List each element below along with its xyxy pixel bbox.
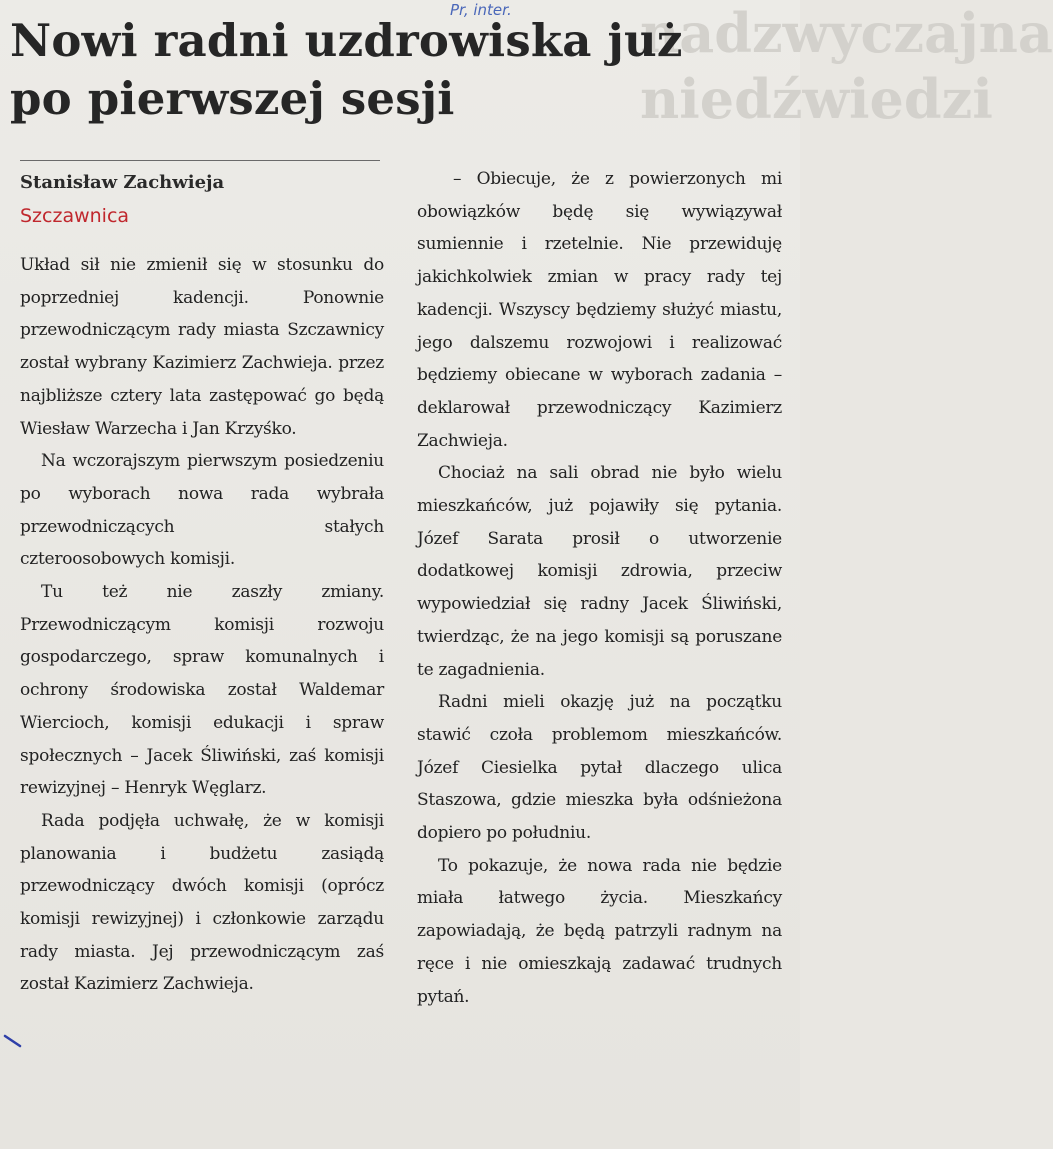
paragraph: – Obiecuje, że z powierzonych mi obowiązków będę się wywiązywał sumiennie i rzetelnie. Nie przewiduję jakichkolwiek zmian w pracy rady tej kadencji. Wszyscy będziemy służyć miastu, jego dalszemu rozwojowi i realizować będziemy obiecane w wyborach zadania – deklarował przewodniczący Kazimierz Zachwieja. bbox=[417, 169, 782, 451]
article-location: Szczawnica bbox=[20, 205, 130, 227]
paragraph: Na wczorajszym pierwszym posiedzeniu po wyborach nowa rada wybrała przewodniczących stałych czteroosobowych komisji. bbox=[20, 451, 384, 570]
paragraph: To pokazuje, że nowa rada nie będzie miała łatwego życia. Mieszkańcy zapowiadają, że będą patrzyli radnym na ręce i nie omieszkają zadawać trudnych pytań. bbox=[417, 855, 782, 1007]
paragraph: Rada podjęła uchwałę, że w komisji planowania i budżetu zasiądą przewodniczący dwóch komisji (oprócz komisji rewizyjnej) i członkowie zarządu rady miasta. Jej przewodniczącym zaś został Kazimierz Zachwieja. bbox=[20, 810, 384, 995]
paragraph: Chociaż na sali obrad nie było wielu mieszkańców, już pojawiły się pytania. Józef Sarata prosił o utworzenie dodatkowej komisji zdrowia, przeciw wypowiedział się radny Jacek Śliwiński, twierdząc, że na jego komisji są poruszane te zagadnienia. bbox=[417, 463, 782, 680]
paragraph: Układ sił nie zmienił się w stosunku do poprzedniej kadencji. Ponownie przewodniczącym rady miasta Szczawnicy został wybrany Kazimierz Zachwieja. przez najbliższe cztery lata zastępować go będą Wiesław Warzecha i Jan Krzyśko. bbox=[20, 255, 384, 439]
article-column-1 bbox=[20, 249, 384, 1001]
article-headline: Nowi radni uzdrowiska już po pierwszej sesji bbox=[10, 14, 683, 125]
article-column-2 bbox=[417, 163, 782, 1013]
article-author: Stanisław Zachwieja bbox=[20, 172, 225, 193]
handwritten-note: Pr, inter. bbox=[450, 1, 512, 19]
pen-mark-icon bbox=[4, 1034, 22, 1048]
paragraph: Radni mieli okazję już na początku stawić czoła problemom mieszkańców. Józef Ciesielka pytał dlaczego ulica Staszowa, gdzie mieszka była odśnieżona dopiero po południu. bbox=[417, 692, 782, 844]
paragraph: Tu też nie zaszły zmiany. Przewodniczącym komisji rozwoju gospodarczego, spraw komunalnych i ochrony środowiska został Waldemar Wiercioch, komisji edukacji i spraw społecznych – Jacek Śliwiński, zaś komisji rewizyjnej – Henryk Węglarz. bbox=[20, 582, 384, 799]
bleed-through-text: nadzwyczajna niedźwiedzi bbox=[640, 1, 1053, 131]
byline-divider bbox=[20, 160, 380, 161]
